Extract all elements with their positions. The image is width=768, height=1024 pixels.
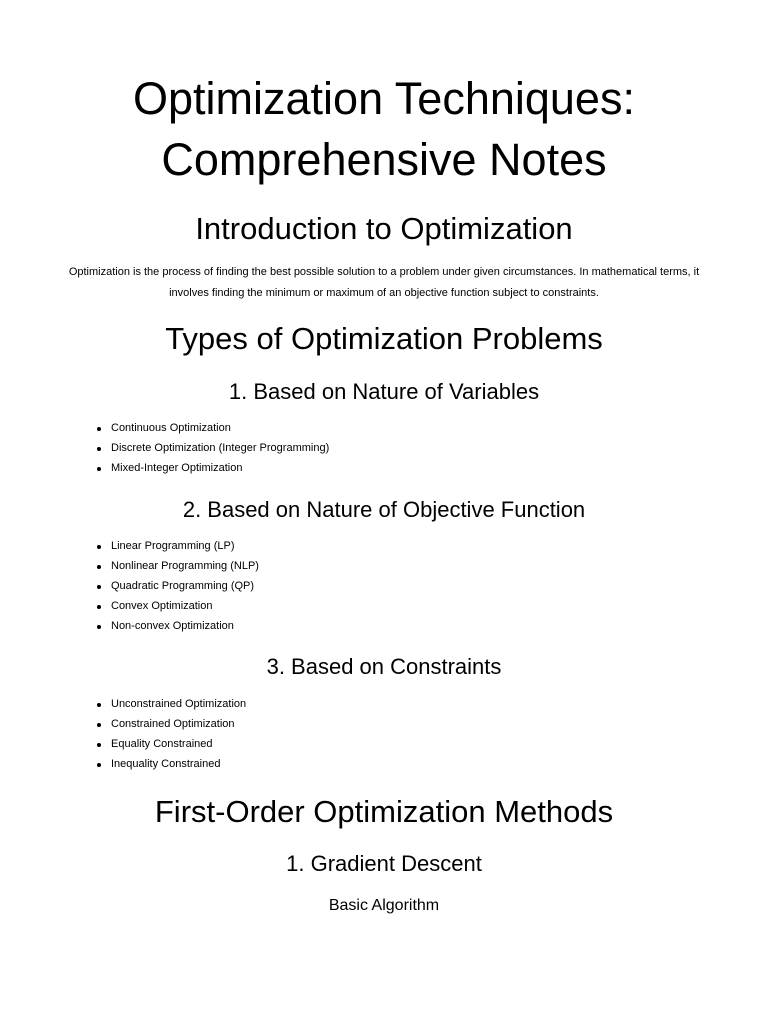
subsection-heading-variables: 1. Based on Nature of Variables [228, 379, 540, 404]
subheading-basic-algorithm: Basic Algorithm [328, 897, 440, 914]
list-item: Non-convex Optimization [111, 616, 259, 636]
section-heading-introduction: Introduction to Optimization [195, 211, 573, 246]
document-title: Optimization Techniques: Comprehensive Notes [133, 73, 635, 185]
list-item: Unconstrained Optimization [111, 694, 246, 714]
list-item: Constrained Optimization [111, 714, 246, 734]
constraints-list [111, 694, 246, 774]
list-item: Linear Programming (LP) [111, 536, 259, 556]
subsection-heading-objective: 2. Based on Nature of Objective Function [182, 497, 586, 522]
list-item: Convex Optimization [111, 596, 259, 616]
section-heading-first-order: First-Order Optimization Methods [154, 794, 614, 829]
list-item: Equality Constrained [111, 734, 246, 754]
introduction-paragraph: Optimization is the process of finding the best possible solution to a problem under given circumstances. In mathematical terms, it involves finding the minimum or maximum of an objective function subject to constraints. [68, 266, 700, 299]
list-item: Continuous Optimization [111, 418, 329, 438]
list-item: Nonlinear Programming (NLP) [111, 556, 259, 576]
list-item: Quadratic Programming (QP) [111, 576, 259, 596]
variables-list [111, 418, 329, 478]
objective-list [111, 536, 259, 636]
subsection-heading-constraints: 3. Based on Constraints [266, 654, 502, 679]
list-item: Mixed-Integer Optimization [111, 458, 329, 478]
subsection-heading-gradient-descent: 1. Gradient Descent [286, 851, 482, 876]
list-item: Discrete Optimization (Integer Programming) [111, 438, 329, 458]
section-heading-types: Types of Optimization Problems [165, 321, 603, 356]
list-item: Inequality Constrained [111, 754, 246, 774]
